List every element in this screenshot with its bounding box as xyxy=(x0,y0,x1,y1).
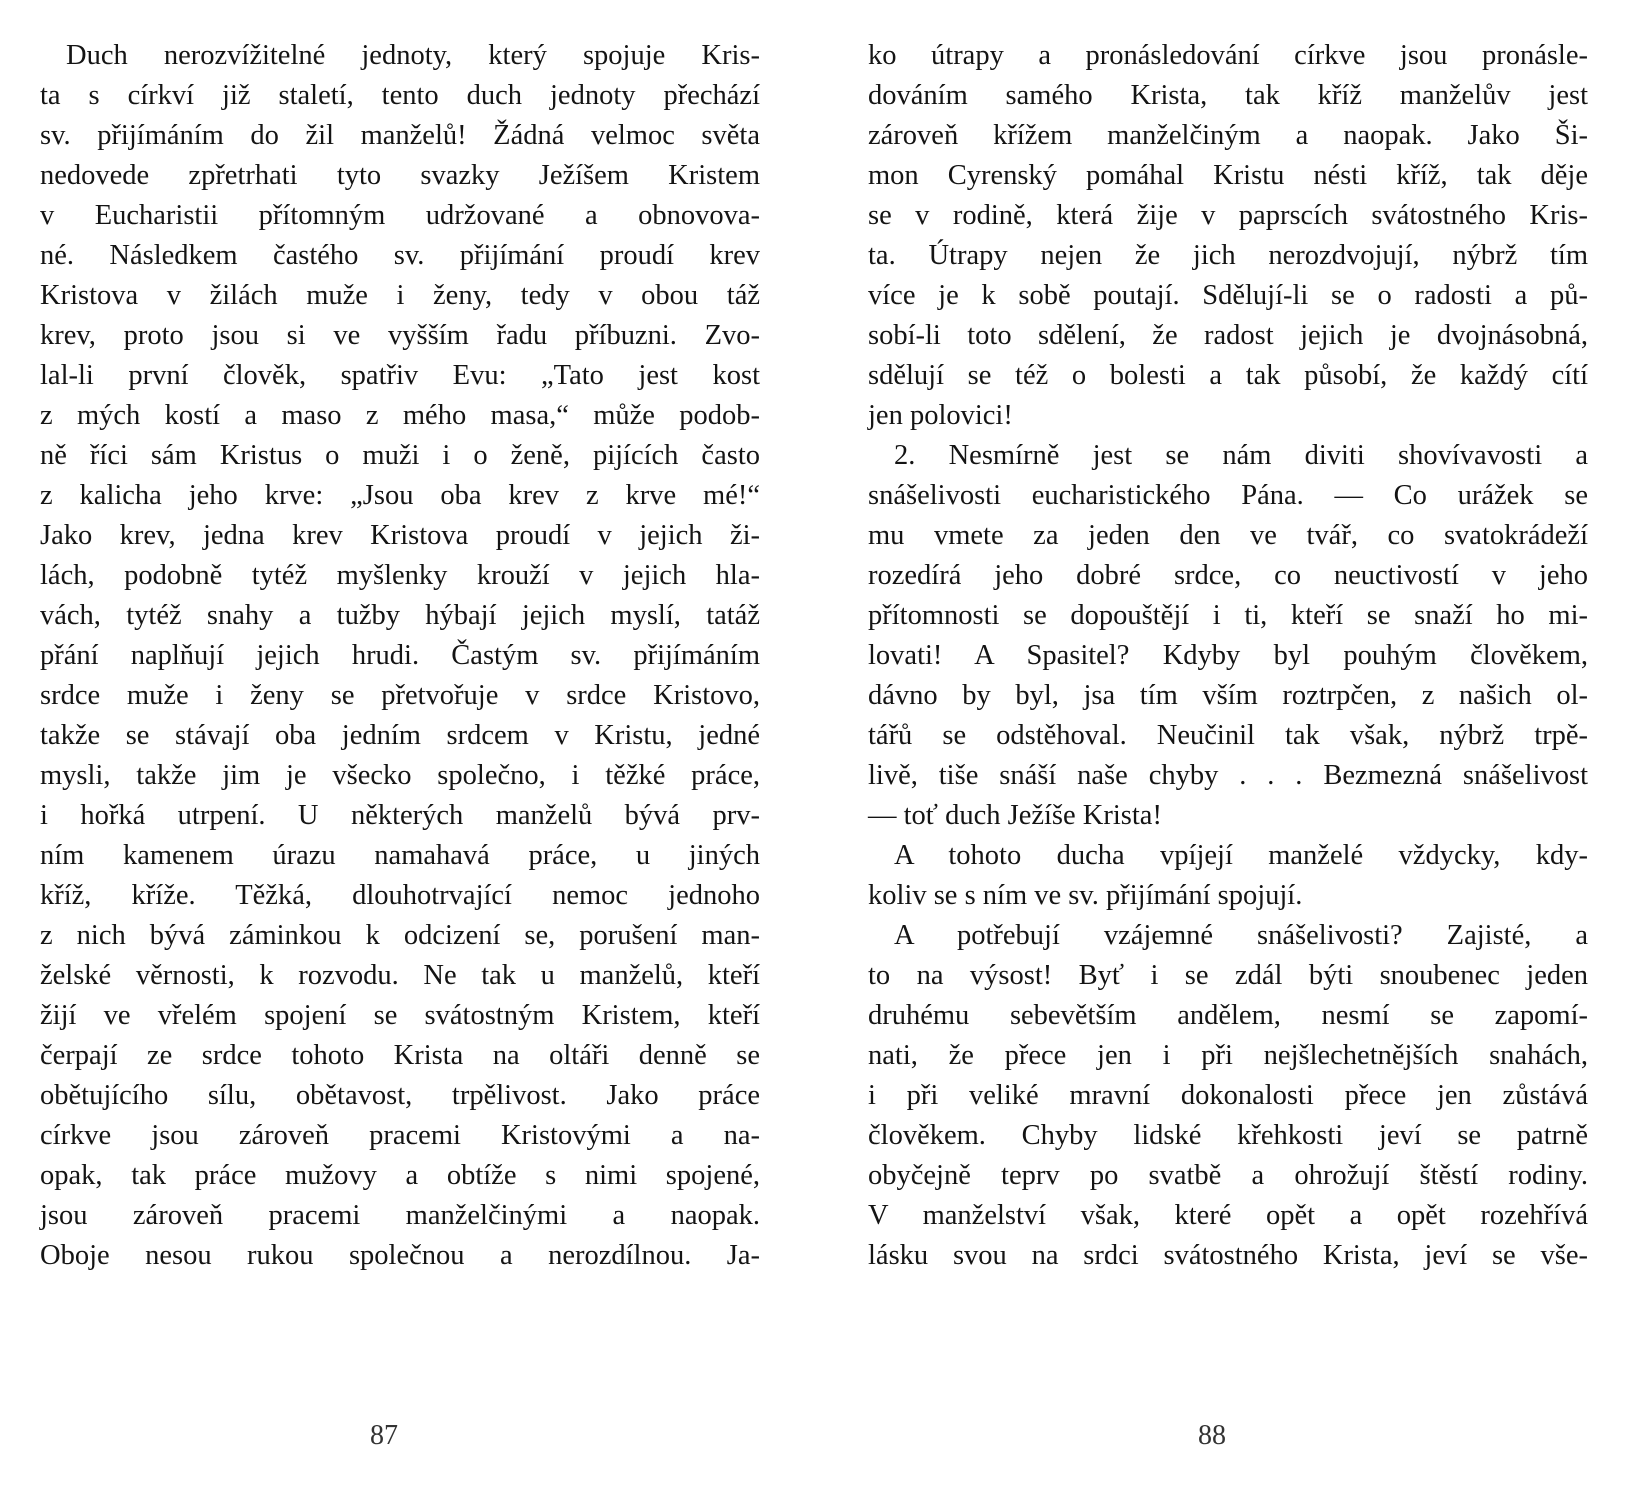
text-line: jen polovici! xyxy=(868,400,1013,431)
text-line: obyčejně teprv po svatbě a ohrožují štěstí rodiny. xyxy=(868,1160,1588,1191)
text-line: z nich bývá záminkou k odcizení se, porušení man- xyxy=(40,920,760,951)
text-line: mon Cyrenský pomáhal Kristu nésti kříž, tak děje xyxy=(868,160,1588,191)
text-line: ta. Útrapy nejen že jich nerozdvojují, nýbrž tím xyxy=(868,240,1588,271)
text-line: kříž, kříže. Těžká, dlouhotrvající nemoc jednoho xyxy=(40,880,760,911)
text-line: ta s církví již staletí, tento duch jednoty přechází xyxy=(40,80,760,111)
text-line: A potřebují vzájemné snášelivosti? Zajisté, a xyxy=(894,920,1588,951)
text-line: druhému sebevětším andělem, nesmí se zapomí- xyxy=(868,1000,1588,1031)
text-line: Duch nerozvížitelné jednoty, který spojuje Kris- xyxy=(66,40,760,71)
text-line: i při veliké mravní dokonalosti přece jen zůstává xyxy=(868,1080,1588,1111)
text-line: livě, tiše snáší naše chyby . . . Bezmezná snášelivost xyxy=(868,760,1588,791)
text-line: snášelivosti eucharistického Pána. — Co urážek se xyxy=(868,480,1588,511)
text-line: jsou zároveň pracemi manželčinými a naopak. xyxy=(40,1200,760,1231)
text-line: se v rodině, která žije v paprscích svátostného Kris- xyxy=(868,200,1588,231)
text-line: to na výsost! Byť i se zdál býti snoubenec jeden xyxy=(868,960,1588,991)
text-line: z mých kostí a maso z mého masa,“ může podob- xyxy=(40,400,760,431)
text-line: Kristova v žilách muže i ženy, tedy v obou táž xyxy=(40,280,760,311)
text-line: krev, proto jsou si ve vyšším řadu příbuzni. Zvo- xyxy=(40,320,760,351)
text-line: dávno by byl, jsa tím vším roztrpčen, z našich ol- xyxy=(868,680,1588,711)
page-number-left: 87 xyxy=(370,1420,398,1451)
text-line: lal-li první člověk, spatřiv Evu: „Tato jest kost xyxy=(40,360,760,391)
text-line: i hořká utrpení. U některých manželů bývá prv- xyxy=(40,800,760,831)
page-number-right: 88 xyxy=(1198,1420,1226,1451)
text-line: ním kamenem úrazu namahavá práce, u jiných xyxy=(40,840,760,871)
text-line: církve jsou zároveň pracemi Kristovými a na- xyxy=(40,1120,760,1151)
text-line: sdělují se též o bolesti a tak působí, že každý cítí xyxy=(868,360,1588,391)
text-line: A tohoto ducha vpíjejí manželé vždycky, kdy- xyxy=(894,840,1588,871)
text-line: obětujícího sílu, obětavost, trpělivost. Jako práce xyxy=(40,1080,760,1111)
text-line: čerpají ze srdce tohoto Krista na oltáři denně se xyxy=(40,1040,760,1071)
text-line: opak, tak práce mužovy a obtíže s nimi spojené, xyxy=(40,1160,760,1191)
text-line: V manželství však, které opět a opět rozehřívá xyxy=(868,1200,1588,1231)
text-line: zároveň křížem manželčiným a naopak. Jako Ši- xyxy=(868,120,1588,151)
text-line: sobí-li toto sdělení, že radost jejich je dvojnásobná, xyxy=(868,320,1588,351)
text-line: né. Následkem častého sv. přijímání proudí krev xyxy=(40,240,760,271)
text-line: žijí ve vřelém spojení se svátostným Kristem, kteří xyxy=(40,1000,760,1031)
text-line: mu vmete za jeden den ve tvář, co svatokrádeží xyxy=(868,520,1588,551)
text-line: nedovede zpřetrhati tyto svazky Ježíšem Kristem xyxy=(40,160,760,191)
text-line: ko útrapy a pronásledování církve jsou pronásle- xyxy=(868,40,1588,71)
text-line: dováním samého Krista, tak kříž manželův jest xyxy=(868,80,1588,111)
text-line: přání naplňují jejich hrudi. Častým sv. přijímáním xyxy=(40,640,760,671)
text-line: Jako krev, jedna krev Kristova proudí v jejich ži- xyxy=(40,520,760,551)
text-line: želské věrnosti, k rozvodu. Ne tak u manželů, kteří xyxy=(40,960,760,991)
text-line: mysli, takže jim je všecko společno, i těžké práce, xyxy=(40,760,760,791)
text-line: srdce muže i ženy se přetvořuje v srdce Kristovo, xyxy=(40,680,760,711)
text-line: nati, že přece jen i při nejšlechetnějších snahách, xyxy=(868,1040,1588,1071)
text-line: koliv se s ním ve sv. přijímání spojují. xyxy=(868,880,1303,911)
text-line: lách, podobně tytéž myšlenky krouží v jejich hla- xyxy=(40,560,760,591)
text-line: z kalicha jeho krve: „Jsou oba krev z krve mé!“ xyxy=(40,480,760,511)
text-line: více je k sobě poutají. Sdělují-li se o radosti a pů- xyxy=(868,280,1588,311)
text-line: tářů se odstěhoval. Neučinil tak však, nýbrž trpě- xyxy=(868,720,1588,751)
text-line: ně říci sám Kristus o muži i o ženě, pijících často xyxy=(40,440,760,471)
text-line: Oboje nesou rukou společnou a nerozdílnou. Ja- xyxy=(40,1240,760,1271)
text-line: — toť duch Ježíše Krista! xyxy=(868,800,1162,831)
text-line: lásku svou na srdci svátostného Krista, jeví se vše- xyxy=(868,1240,1588,1271)
text-line: lovati! A Spasitel? Kdyby byl pouhým člověkem, xyxy=(868,640,1588,671)
text-line: rozedírá jeho dobré srdce, co neuctivostí v jeho xyxy=(868,560,1588,591)
left-page-text xyxy=(40,36,760,1276)
text-line: sv. přijímáním do žil manželů! Žádná velmoc světa xyxy=(40,120,760,151)
text-line: vách, tytéž snahy a tužby hýbají jejich myslí, tatáž xyxy=(40,600,760,631)
text-line: 2. Nesmírně jest se nám diviti shovívavosti a xyxy=(894,440,1588,471)
text-line: takže se stávají oba jedním srdcem v Kristu, jedné xyxy=(40,720,760,751)
text-line: v Eucharistii přítomným udržované a obnovova- xyxy=(40,200,760,231)
right-page-text xyxy=(868,36,1588,1276)
text-line: člověkem. Chyby lidské křehkosti jeví se patrně xyxy=(868,1120,1588,1151)
text-line: přítomnosti se dopouštějí i ti, kteří se snaží ho mi- xyxy=(868,600,1588,631)
